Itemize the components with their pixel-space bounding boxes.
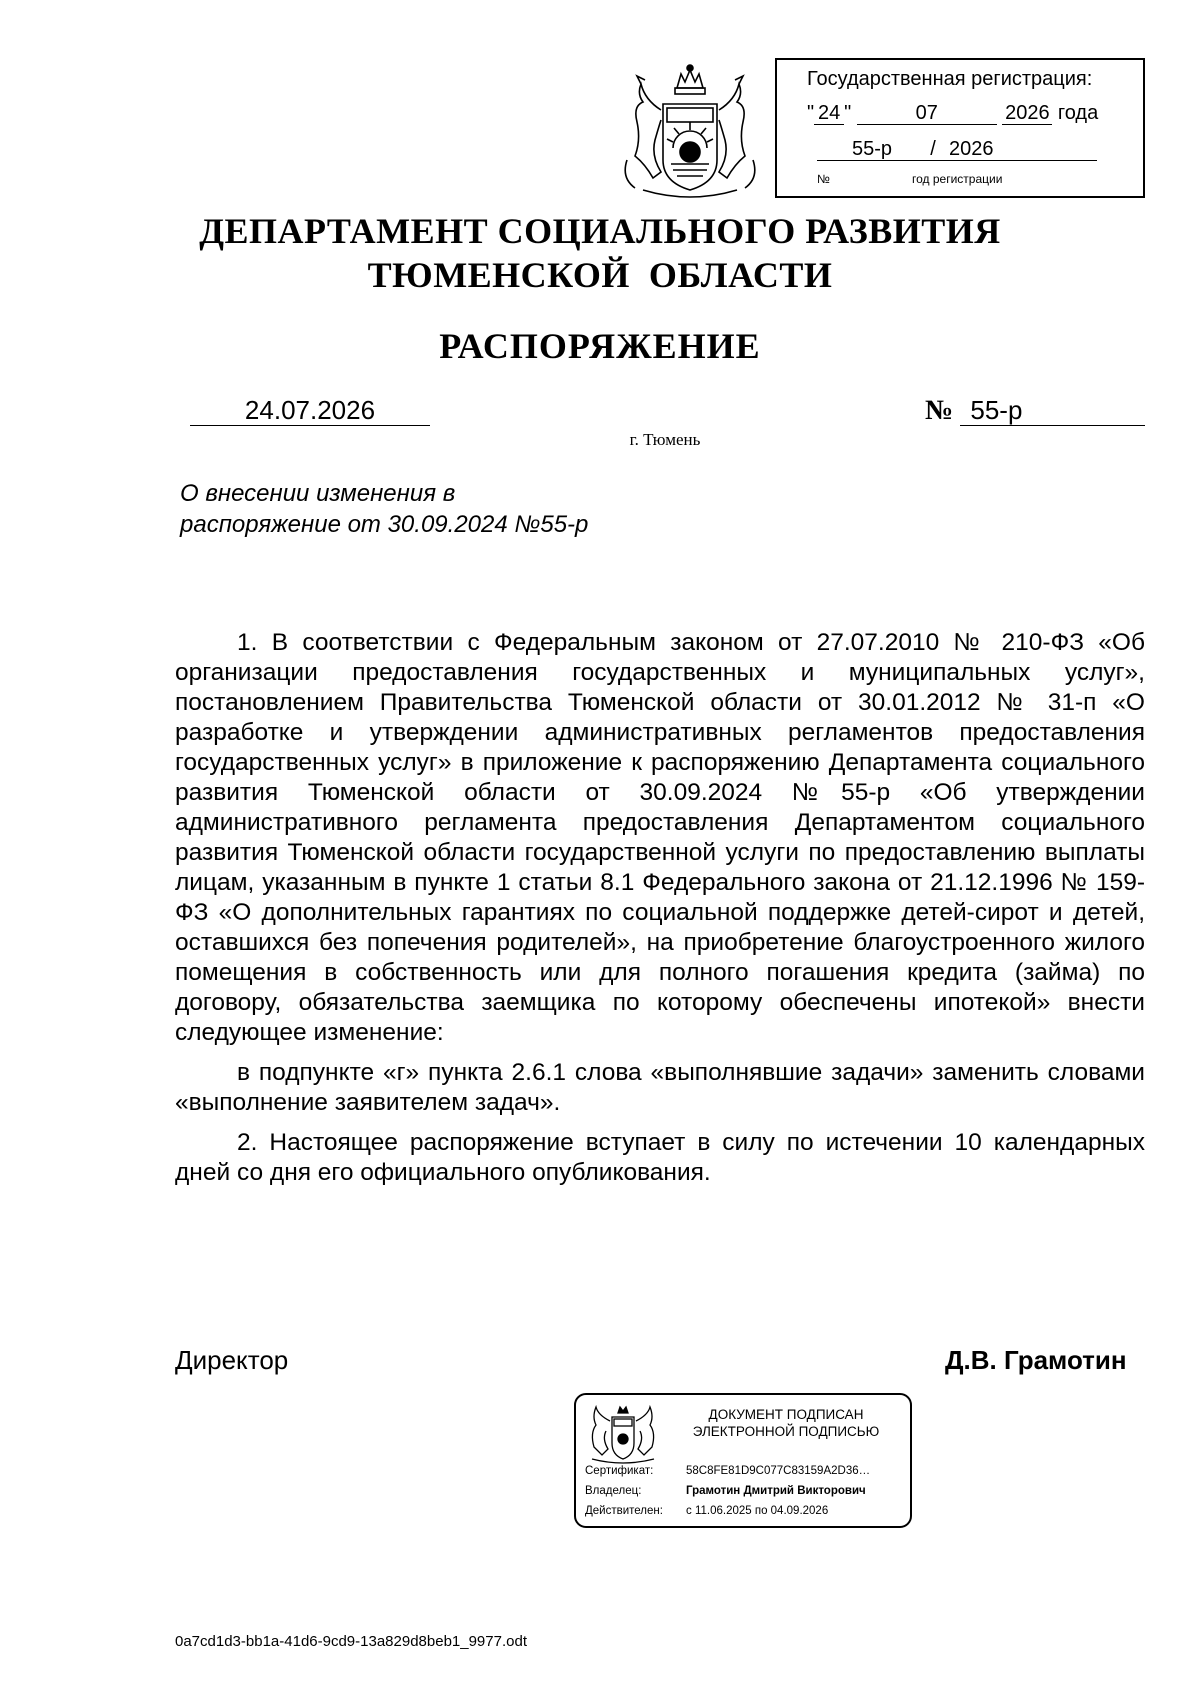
number-sign: № — [925, 395, 954, 426]
subject-line2: распоряжение от 30.09.2024 №55-р — [180, 511, 589, 538]
document-number-block — [925, 395, 1145, 427]
document-number: 55-р — [960, 395, 1145, 426]
registration-number: 55-р — [817, 138, 927, 161]
footer-filename: 0a7cd1d3-bb1a-41d6-9cd9-13a829d8beb1_9977.odt — [175, 1633, 527, 1650]
body-paragraph-2: в подпункте «г» пункта 2.6.1 слова «выполнявшие задачи» заменить словами «выполнение заявителем задач». — [175, 1059, 1145, 1116]
registration-day: 24 — [814, 102, 844, 125]
registration-number-line: 55-р / 2026 — [817, 138, 1097, 161]
stamp-owner-value: Грамотин Дмитрий Викторович — [686, 1485, 866, 1497]
registration-reg-year: 2026 — [939, 138, 1097, 161]
stamp-valid-label: Действителен: — [585, 1505, 663, 1517]
stamp-owner-label: Владелец: — [585, 1485, 642, 1497]
document-type: РАСПОРЯЖЕНИЕ — [439, 326, 761, 366]
body-paragraph-3: 2. Настоящее распоряжение вступает в силу по истечении 10 календарных дней со дня его официального опубликования. — [175, 1129, 1145, 1186]
coat-of-arms-icon — [615, 60, 765, 205]
document-subject — [180, 478, 588, 540]
subject-line1: О внесении изменения в — [180, 480, 456, 507]
document-body — [175, 628, 1145, 1198]
registration-year-label: год регистрации — [912, 172, 1003, 186]
registration-date-line: " 24 " 07 2026 года — [807, 102, 1099, 124]
signer-name: Д.В. Грамотин — [945, 1345, 1127, 1375]
e-signature-stamp — [574, 1393, 912, 1528]
city: г. Тюмень — [629, 430, 701, 449]
stamp-valid-value: с 11.06.2025 по 04.09.2026 — [686, 1505, 829, 1517]
registration-number-label: № — [817, 172, 830, 186]
registration-year: 2026 — [1002, 102, 1052, 125]
registration-year-suffix: года — [1057, 102, 1099, 124]
registration-title: Государственная регистрация: — [807, 68, 1093, 90]
stamp-cert-value: 58C8FE81D9C077C83159A2D36… — [686, 1465, 871, 1477]
body-paragraph-1: 1. В соответствии с Федеральным законом от 27.07.2010 № 210-ФЗ «Об организации предоставления государственных и муниципальных услуг», постановлением Правительства Тюменской области от 30.01.2012 № 31-п «О разработке и утверждении административных регламентов предоставления государственных услуг» в приложение к распоряжению Департамента социального развития Тюменской области от 30.09.2024 №55-р «Об утверждении административного регламента предоставления Департаментом социального развития Тюменской области государственной услуги по предоставлению выплаты лицам, указанным в пункте 1 статьи 8.1 Федерального закона от 21.12.1996 № 159-ФЗ «О дополнительных гарантиях по социальной поддержке детей-сирот и детей, оставшихся без попечения родителей», на приобретение благоустроенного жилого помещения в собственность или для полного погашения кредита (займа) по договору, обязательства заемщика по которому обеспечены ипотекой» внести следующее изменение: — [175, 629, 1145, 1046]
department-name-line2: ТЮМЕНСКОЙ ОБЛАСТИ — [367, 255, 833, 295]
document-date: 24.07.2026 — [190, 395, 430, 426]
registration-box — [775, 58, 1145, 198]
stamp-coat-of-arms-icon — [584, 1403, 662, 1465]
stamp-cert-label: Сертификат: — [585, 1465, 654, 1477]
signer-position: Директор — [175, 1345, 289, 1375]
department-name-line1: ДЕПАРТАМЕНТ СОЦИАЛЬНОГО РАЗВИТИЯ — [199, 211, 1001, 251]
stamp-title-line1: ДОКУМЕНТ ПОДПИСАН — [708, 1407, 864, 1422]
registration-month: 07 — [857, 102, 997, 125]
stamp-title-line2: ЭЛЕКТРОННОЙ ПОДПИСЬЮ — [692, 1424, 880, 1439]
